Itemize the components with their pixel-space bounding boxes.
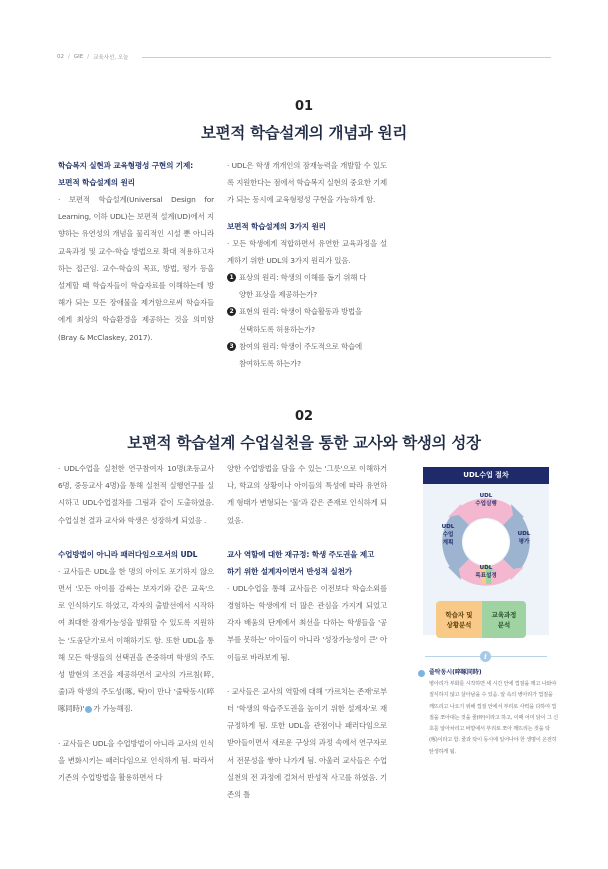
principle-text: 선택하도록 허용하는가? <box>239 324 315 334</box>
paragraph: · 교사들은 UDL을 수업방법이 아니라 교사의 인식을 변화시키는 패러다임으로 인식하게 됨. 따라서 기존의 수업방법을 활용하면서 다 <box>58 738 214 783</box>
subheading: 수업방법이 아니라 패러다임으로서의 UDL <box>58 549 198 559</box>
footnote-marker-icon <box>418 670 425 677</box>
header-section: GIE <box>73 54 84 60</box>
section-2-title: 보편적 학습설계 수업실천을 통한 교사와 학생의 성장 <box>127 434 481 452</box>
diagram-title: UDL수업 절차 <box>423 467 549 484</box>
paragraph: · UDL수업을 실천한 연구참여자 10명(초등교사 6명, 중등교사 4명)을 통해 실천적 실행연구를 실시하고 UDL수업절차를 그림과 같이 도출하였음. 수업실천 결과 교사와 학생은 성장하게 되었음 . <box>58 464 214 525</box>
paragraph: · 교사들은 교사의 역할에 대해 '가르치는 존재'로부터 '학생의 학습주도권을 높이기 위한 설계자'로 재규정하게 됨. 또한 UDL을 관점이나 패러다임으로 받아들이면서 새로운 구상의 과정 속에서 연구자로서 전문성을 쌓아 나가게 됨. 아울러 교사들은 수업실천의 전 과정에 걸쳐서 반성적 사고를 하였음. 기존의 틀 <box>227 686 387 800</box>
curriculum-analysis-box: 교육과정 분석 <box>482 601 526 638</box>
page-header <box>57 50 551 64</box>
principle-text: 표상의 원리: 학생의 이해를 돕기 위해 다 <box>239 273 367 283</box>
cycle-label-plan: UDL 수업 계획 <box>441 524 455 546</box>
footnote-marker-icon[interactable] <box>85 706 92 713</box>
footnote <box>418 667 558 758</box>
subheading: 하기 위한 설계자이면서 반성적 실천가 <box>227 566 352 576</box>
info-icon: i <box>480 651 491 662</box>
paragraph: · UDL수업을 통해 교사들은 이전보다 학습소외를 경험하는 학생에게 더 많은 관심을 가지게 되었고 각자 배움의 단계에서 최선을 다하는 학생들을 '공부를 못하는' 아이들이 아니라 '성장가능성이 큰' 아이들로 바라보게 됨. <box>227 583 387 662</box>
section-1-right-column <box>227 157 387 372</box>
principle-text: 참여의 원리: 학생이 주도적으로 학습에 <box>239 341 362 351</box>
header-rule <box>142 57 551 58</box>
paragraph: · 모든 학생에게 적합하면서 유연한 교육과정을 설계하기 위한 UDL의 3가지 원리가 있음. <box>227 238 387 265</box>
footnote-title <box>418 667 558 679</box>
footnote-body: 병아리가 부화를 시작하면 세 시간 안에 껍질을 깨고 나와야 질식하지 않고 살아남을 수 있음. 알 속의 병아리가 껍질을 깨뜨리고 나오기 위해 껍질 안에서 부리로 사력을 다하여 껍질을 쪼아대는 것을 줄(啐)이라고 하고, 이때 어미 닭이 그 신호를 알아차리고 바깥에서 부리로 쪼아 깨뜨리는 것을 탁(啄)이라고 함. 줄과 탁이 동시에 일어나야 한 생명이 온전히 탄생하게 됨. <box>429 681 558 755</box>
paragraph: · UDL은 학생 개개인의 잠재능력을 개발할 수 있도록 지원한다는 점에서 학습복지 실현의 중요한 기제가 되는 동시에 교육형평성 구현을 가능하게 함. <box>227 161 387 205</box>
paragraph: · 보편적 학습설계(Universal Design for Learning, 이하 UDL)는 보편적 설계(UD)에서 지향하는 유연성의 개념을 물리적인 시설 뿐 아니라 교육과정 및 교수-학습 방법으로 확대 적용하고자 하는 접근임. 교수-학습의 목표, 방법, 평가 등을 설계할 때 학습자들이 학습자료를 이해하는데 방해가 되는 모든 장애물을 제거함으로써 학습자들에게 최상의 학습환경을 제공하는 것을 의미함(Bray & McClaskey, 2017). <box>58 195 214 342</box>
principle-item <box>227 338 387 372</box>
separator: / <box>87 54 90 60</box>
number-badge: 2 <box>227 307 236 316</box>
paragraph-text: 가 가능해짐. <box>93 704 133 714</box>
separator: / <box>68 54 70 60</box>
number-badge: 3 <box>227 342 236 351</box>
subheading: 보편적 학습설계의 3가지 원리 <box>227 221 326 231</box>
number-badge: 1 <box>227 273 236 282</box>
section-1-left-column <box>58 157 214 346</box>
paragraph: 양한 수업방법을 담을 수 있는 '그릇'으로 이해하거나, 학교의 상황이나 아이들의 특성에 따라 유연하게 형태가 변형되는 '물'과 같은 존재로 인식하게 되었음. <box>227 464 387 525</box>
section-1-title: 보편적 학습설계의 개념과 원리 <box>200 124 408 142</box>
page-number: 02 <box>57 54 64 60</box>
principle-text: 참여하도록 하는가? <box>239 359 301 369</box>
principle-text: 양한 표상을 제공하는가? <box>239 290 318 300</box>
cycle-label-goal: UDL 목표설정 <box>475 565 497 579</box>
footnote-title-text: 줄탁동시(啐啄同時) <box>429 669 482 676</box>
cycle-label-execute: UDL 수업실행 <box>475 493 497 507</box>
section-1-number: 01 <box>294 99 314 114</box>
section-2-number: 02 <box>294 409 314 424</box>
subheading: 교사 역할에 대한 재규정: 학생 주도권을 제고 <box>227 549 375 559</box>
subheading: 학습복지 실현과 교육형평성 구현의 기제: <box>58 161 194 170</box>
paragraph-text: · 교사들은 UDL을 한 명의 아이도 포기하지 않으면서 '모든 아이를 감싸는 보자기와 같은 교육'으로 인식하기도 하였고, 각자의 출발선에서 시작하여 최대한 잠재가능성을 발휘할 수 있도록 지원하는 '도움닫기'로서 이해하기도 함. 또한 UDL을 통해 모든 학생들의 선택권을 존중하며 학생의 주도성 발현의 조건을 제공하면서 교사의 가르침(啐, 줄)과 학생의 주도성(啄, 탁)이 만나 '줄탁동시(啐啄同時)' <box>58 566 214 714</box>
section-2-column-1 <box>58 460 214 786</box>
cycle-label-evaluate: UDL 평가 <box>517 531 531 545</box>
magazine-name: 교육사선, 오늘 <box>93 55 129 61</box>
principle-item <box>227 303 387 337</box>
udl-procedure-diagram <box>423 467 549 635</box>
principle-text: 표현의 원리: 학생이 학습활동과 방법을 <box>239 307 362 317</box>
section-2-column-2 <box>227 460 387 803</box>
learner-analysis-box: 학습자 및 상황분석 <box>436 601 482 638</box>
paragraph <box>58 563 214 718</box>
subheading: 보편적 학습설계의 원리 <box>58 178 135 187</box>
principle-item <box>227 269 387 303</box>
